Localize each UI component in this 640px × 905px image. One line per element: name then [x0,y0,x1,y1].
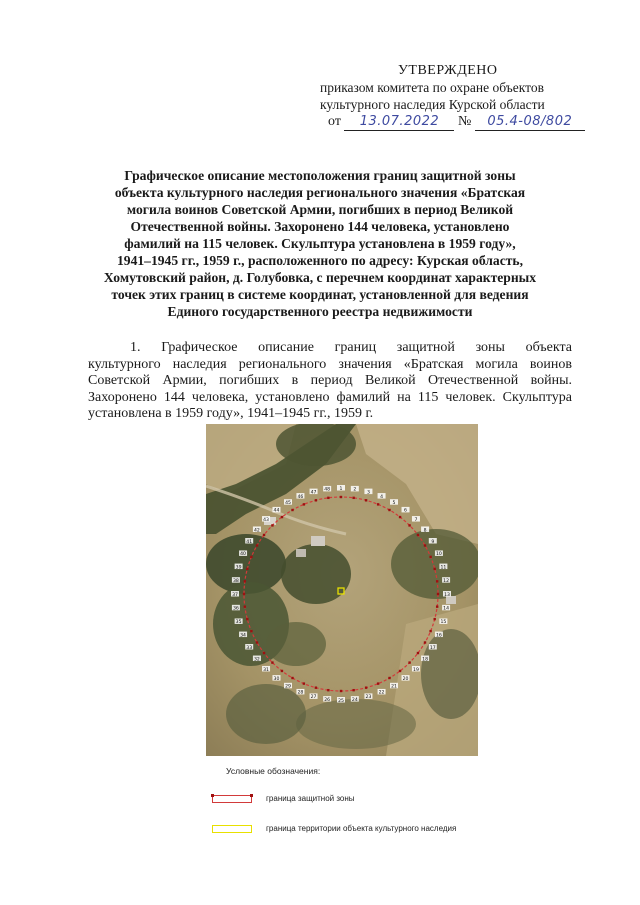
boundary-point-label: 19 [413,667,419,673]
boundary-point-label: 37 [232,592,238,598]
boundary-point-label: 44 [273,508,280,514]
boundary-point-label: 47 [310,490,317,496]
boundary-point-marker [291,509,293,511]
boundary-point-marker [429,630,431,632]
boundary-point-marker [424,544,426,546]
boundary-point-label: 46 [297,494,304,500]
legend-zone-label: граница защитной зоны [266,794,355,803]
order-date: 13.07.2022 [359,114,440,129]
boundary-point-marker [352,497,354,499]
heading-line: Единого государственного реестра недвижимости [167,304,473,319]
boundary-point-label: 21 [391,684,397,690]
boundary-point-marker [377,503,379,505]
heading-line: Графическое описание местоположения границ защитной зоны [124,168,516,183]
boundary-point-label: 41 [246,539,253,545]
boundary-point-label: 32 [253,657,260,663]
boundary-point-label: 4 [380,494,384,500]
boundary-point-marker [340,690,342,692]
boundary-point-label: 26 [324,697,331,703]
boundary-point-label: 9 [431,539,435,545]
boundary-point-marker [436,580,438,582]
boundary-point-marker [327,497,329,499]
yellow-boundary-symbol [212,825,252,833]
heading-line: 1941–1945 гг., 1959 г., расположенного по адресу: Курская область, [116,253,524,268]
boundary-point-marker [388,509,390,511]
boundary-point-marker [256,641,258,643]
heading-line: фамилий на 115 человек. Скульптура установлена в 1959 году», [124,236,516,251]
boundary-point-marker [429,556,431,558]
boundary-point-label: 29 [285,684,291,690]
boundary-point-label: 22 [378,690,385,696]
boundary-point-marker [408,661,410,663]
boundary-point-label: 33 [246,645,253,651]
boundary-point-marker [408,524,410,526]
paragraph-first-line: 1. Графическое описание границ защитной зоны объекта [130,340,572,355]
boundary-point-marker [365,499,367,501]
approval-line-1: приказом комитета по охране объектов [320,80,544,95]
boundary-point-label: 16 [436,633,442,639]
boundary-point-marker [433,618,435,620]
heading-line: объекта культурного наследия регионального значения «Братская [114,185,526,200]
order-number-label: № [457,114,472,129]
boundary-point-marker [243,593,245,595]
boundary-point-label: 40 [240,552,246,558]
boundary-point-marker [340,496,342,498]
order-date-field [344,114,454,131]
boundary-point-label: 8 [423,528,427,534]
boundary-point-marker [291,677,293,679]
description-paragraph [88,340,572,423]
boundary-point-marker [250,630,252,632]
boundary-point-label: 3 [366,490,370,496]
boundary-point-label: 39 [235,565,242,571]
boundary-point-marker [437,593,439,595]
boundary-point-marker [424,641,426,643]
boundary-point-marker [271,524,273,526]
boundary-point-label: 13 [444,592,450,598]
boundary-point-marker [399,516,401,518]
approval-line-2: культурного наследия Курской области [320,97,545,112]
order-line [328,114,585,131]
boundary-point-marker [315,686,317,688]
boundary-point-label: 48 [324,487,331,493]
boundary-point-label: 25 [338,698,344,704]
boundary-point-label: 1 [339,486,343,492]
boundary-point-label: 38 [232,578,239,584]
satellite-map [206,424,478,756]
heading-line: точек этих границ в системе координат, установленной для ведения [111,287,529,302]
document-heading [60,167,580,320]
boundary-point-marker [315,499,317,501]
boundary-point-label: 23 [365,695,372,701]
boundary-point-label: 2 [353,487,357,493]
boundary-point-marker [388,677,390,679]
boundary-point-label: 18 [422,657,429,663]
boundary-point-marker [263,534,265,536]
boundary-point-marker [244,580,246,582]
boundary-point-marker [281,670,283,672]
boundary-point-marker [365,686,367,688]
boundary-point-label: 34 [240,633,246,639]
legend-item-object [212,824,456,833]
boundary-point-marker [281,516,283,518]
order-from-label: от [328,114,341,129]
boundary-point-label: 28 [297,690,304,696]
boundary-point-label: 7 [414,517,418,523]
boundary-point-marker [256,544,258,546]
boundary-point-label: 31 [263,667,269,673]
boundary-point-marker [263,652,265,654]
legend-object-label: граница территории объекта культурного наследия [266,824,457,833]
boundary-point-label: 43 [263,517,269,523]
boundary-point-marker [417,534,419,536]
heading-line: Хомутовский район, д. Голубовка, с перечнем координат характерных [103,270,537,285]
boundary-point-label: 15 [440,620,447,626]
boundary-point-label: 24 [351,697,358,703]
boundary-point-label: 14 [443,606,450,612]
order-number: 05.4-08/802 [487,114,573,129]
boundary-point-marker [327,689,329,691]
red-boundary-symbol [212,795,252,803]
boundary-point-marker [250,556,252,558]
boundary-point-label: 6 [404,508,407,514]
boundary-point-label: 35 [235,620,242,626]
boundary-point-marker [436,605,438,607]
approval-title: УТВЕРЖДЕНО [398,63,498,78]
boundary-point-label: 12 [443,578,450,584]
boundary-point-label: 27 [310,695,317,701]
boundary-point-label: 5 [392,501,396,507]
boundary-point-label: 30 [273,676,280,682]
paragraph-text: культурного наследия регионального значения «Братская могила воинов Советской Армии, погибших в период Великой Отечественной войны. Захоронено 144 человека, установлено фамилий на 115 человек. Скульптура установлена в 1959 году», 1941–1945 гг., 1959 г. [88,356,572,421]
boundary-point-marker [433,568,435,570]
boundary-point-marker [399,670,401,672]
heading-line: Отечественной войны. Захоронено 144 человека, установлено [130,219,510,234]
boundary-point-marker [303,682,305,684]
boundary-point-label: 36 [232,606,239,612]
boundary-point-label: 42 [253,528,260,534]
legend-item-zone [212,794,355,803]
boundary-point-label: 10 [436,552,442,558]
boundary-point-marker [417,652,419,654]
boundary-point-marker [377,682,379,684]
boundary-point-marker [271,661,273,663]
boundary-point-label: 17 [429,645,436,651]
boundary-point-label: 11 [440,565,447,571]
boundary-point-label: 45 [285,501,291,507]
approval-block [320,62,620,113]
order-number-field [475,114,585,131]
boundary-point-marker [303,503,305,505]
boundary-point-marker [244,605,246,607]
boundary-point-label: 20 [402,676,409,682]
heading-line: могила воинов Советской Армии, погибших в период Великой [126,202,514,217]
boundary-point-marker [246,568,248,570]
boundary-point-marker [246,618,248,620]
legend-title: Условные обозначения: [226,766,321,776]
boundary-point-marker [352,689,354,691]
